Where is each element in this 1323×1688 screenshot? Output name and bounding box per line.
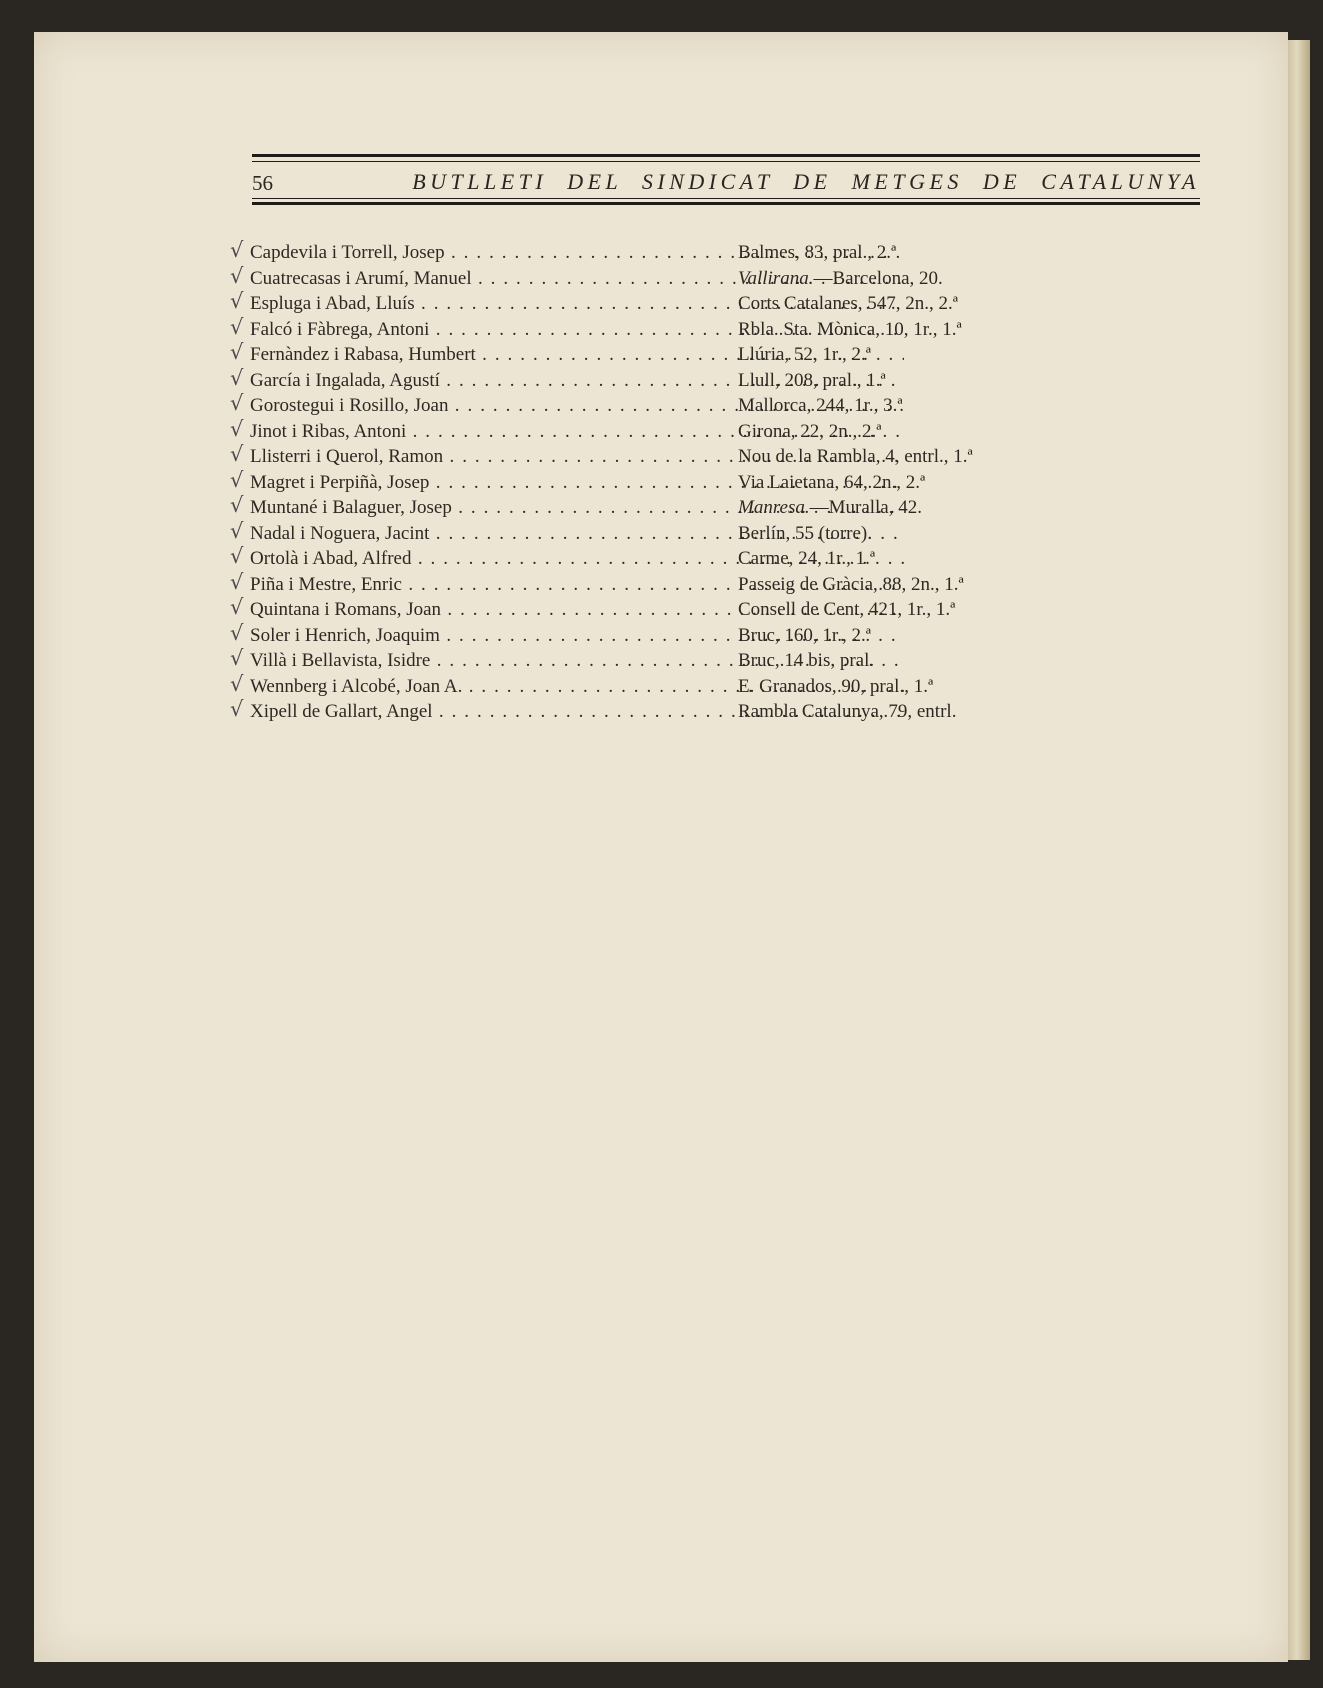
member-name: Capdevila i Torrell, Josep . . . — [250, 240, 904, 266]
member-address — [738, 368, 886, 394]
member-address — [738, 342, 871, 368]
member-street-address: Llull, 208, pral., 1.ª — [738, 369, 886, 391]
directory-entry — [230, 518, 1090, 547]
check-mark-icon: √ — [230, 340, 244, 364]
member-street-address: Consell de Cent, 421, 1r., 1.ª — [738, 599, 956, 620]
member-street-address: Bruc, 14 bis, pral. — [738, 650, 875, 671]
directory-entry — [230, 444, 1090, 470]
member-name: Muntané i Balaguer, Josep . . . — [250, 495, 904, 521]
member-street-address: Mallorca, 244, 1r., 3.ª — [738, 395, 903, 416]
directory-entry — [230, 314, 1090, 343]
header-rule-bottom-thin — [252, 198, 1200, 199]
check-mark-icon: √ — [230, 646, 244, 670]
directory-entry — [230, 699, 1090, 725]
member-address — [738, 572, 964, 598]
member-street-address: Balmes, 83, pral., 2.ª — [738, 242, 897, 263]
check-mark-icon: √ — [230, 671, 244, 696]
member-name: Espluga i Abad, Lluís . . . — [250, 291, 904, 317]
member-name: Wennberg i Alcobé, Joan A. . . . — [250, 674, 904, 700]
directory-entry — [230, 365, 1090, 394]
member-address — [738, 393, 903, 419]
member-town: Manresa. — [738, 497, 810, 518]
member-address — [738, 521, 872, 547]
member-name: Villà i Bellavista, Isidre . . . — [250, 648, 904, 674]
member-address — [738, 470, 925, 496]
check-mark-icon: √ — [230, 620, 244, 645]
member-address — [738, 648, 874, 674]
member-address — [738, 699, 956, 725]
member-directory — [230, 240, 1090, 725]
check-mark-icon: √ — [230, 493, 244, 517]
directory-entry — [230, 546, 1090, 572]
check-mark-icon: √ — [230, 518, 244, 543]
member-address — [738, 266, 943, 292]
member-name: Fernàndez i Rabasa, Humbert . . . — [250, 342, 904, 368]
member-street-address: Girona, 22, 2n., 2.ª — [738, 420, 882, 442]
member-name: Gorostegui i Rosillo, Joan . . . — [250, 393, 904, 419]
check-mark-icon: √ — [230, 595, 244, 619]
member-street-address: E. Granados, 90, pral., 1.ª — [738, 675, 934, 697]
directory-entry — [230, 393, 1090, 419]
running-title: BUTLLETI DEL SINDICAT DE METGES DE CATALUNYA — [412, 169, 1200, 194]
directory-entry — [230, 291, 1090, 317]
directory-entry — [230, 597, 1090, 623]
member-name: Cuatrecasas i Arumí, Manuel . . . — [250, 266, 904, 292]
directory-entry — [230, 263, 1090, 292]
member-address — [738, 546, 875, 572]
member-address — [738, 495, 922, 521]
check-mark-icon: √ — [230, 391, 244, 415]
header-rule-bottom-thick — [252, 202, 1200, 205]
member-street-address: Rambla Catalunya, 79, entrl. — [738, 701, 957, 722]
header-rule-top-thick — [252, 154, 1200, 157]
check-mark-icon: √ — [230, 365, 244, 390]
member-street-address: Via Laietana, 64, 2n., 2.ª — [738, 471, 926, 493]
member-name: García i Ingalada, Agustí . . . — [250, 368, 904, 394]
check-mark-icon: √ — [230, 314, 244, 339]
check-mark-icon: √ — [230, 416, 244, 441]
member-name: Falcó i Fàbrega, Antoni . . . — [250, 317, 904, 343]
member-name: Jinot i Ribas, Antoni . . . — [250, 419, 904, 445]
directory-entry — [230, 671, 1090, 700]
check-mark-icon: √ — [230, 263, 244, 288]
check-mark-icon: √ — [230, 569, 244, 594]
check-mark-icon: √ — [230, 442, 244, 466]
member-address — [738, 623, 871, 649]
member-address — [738, 240, 896, 266]
member-street-address: Carme, 24, 1r., 1.ª — [738, 548, 876, 569]
member-street-address: Passeig de Gràcia, 88, 2n., 1.ª — [738, 573, 964, 595]
check-mark-icon: √ — [230, 697, 244, 721]
member-address — [738, 419, 882, 445]
member-address — [738, 674, 933, 700]
directory-entry — [230, 569, 1090, 598]
member-name: Xipell de Gallart, Angel . . . — [250, 699, 904, 725]
member-address — [738, 444, 973, 470]
member-address — [738, 597, 955, 623]
directory-entry — [230, 342, 1090, 368]
check-mark-icon: √ — [230, 238, 244, 262]
page-header — [252, 154, 1200, 210]
check-mark-icon: √ — [230, 289, 244, 313]
header-rule-top-thin — [252, 161, 1200, 162]
member-name: Llisterri i Querol, Ramon . . . — [250, 444, 904, 470]
book-spine — [1288, 40, 1310, 1660]
member-street-address: Berlín, 55 (torre). — [738, 522, 873, 544]
member-name: Nadal i Noguera, Jacint . . . — [250, 521, 904, 547]
book-page — [34, 32, 1288, 1662]
directory-entry — [230, 648, 1090, 674]
directory-entry — [230, 240, 1090, 266]
member-name: Quintana i Romans, Joan . . . — [250, 597, 904, 623]
member-street-address: —Muralla, 42. — [809, 497, 922, 518]
member-street-address: Llúria, 52, 1r., 2.ª — [738, 344, 871, 365]
member-address — [738, 291, 958, 317]
member-address — [738, 317, 962, 343]
member-street-address: Bruc, 160, 1r., 2.ª — [738, 624, 871, 646]
member-street-address: Corts Catalanes, 547, 2n., 2.ª — [738, 293, 959, 314]
member-street-address: —Barcelona, 20. — [813, 267, 943, 289]
directory-entry — [230, 495, 1090, 521]
page-number: 56 — [252, 171, 273, 195]
member-name: Piña i Mestre, Enric . . . — [250, 572, 904, 598]
member-name: Soler i Henrich, Joaquim . . . — [250, 623, 904, 649]
member-street-address: Rbla. Sta. Mònica, 10, 1r., 1.ª — [738, 318, 962, 340]
check-mark-icon: √ — [230, 467, 244, 492]
member-name: Ortolà i Abad, Alfred . . . — [250, 546, 904, 572]
directory-entry — [230, 467, 1090, 496]
check-mark-icon: √ — [230, 544, 244, 568]
member-town: Vallirana. — [738, 267, 814, 289]
directory-entry — [230, 416, 1090, 445]
member-name: Magret i Perpiñà, Josep . . . — [250, 470, 904, 496]
member-street-address: Nou de la Rambla, 4, entrl., 1.ª — [738, 446, 973, 467]
directory-entry — [230, 620, 1090, 649]
